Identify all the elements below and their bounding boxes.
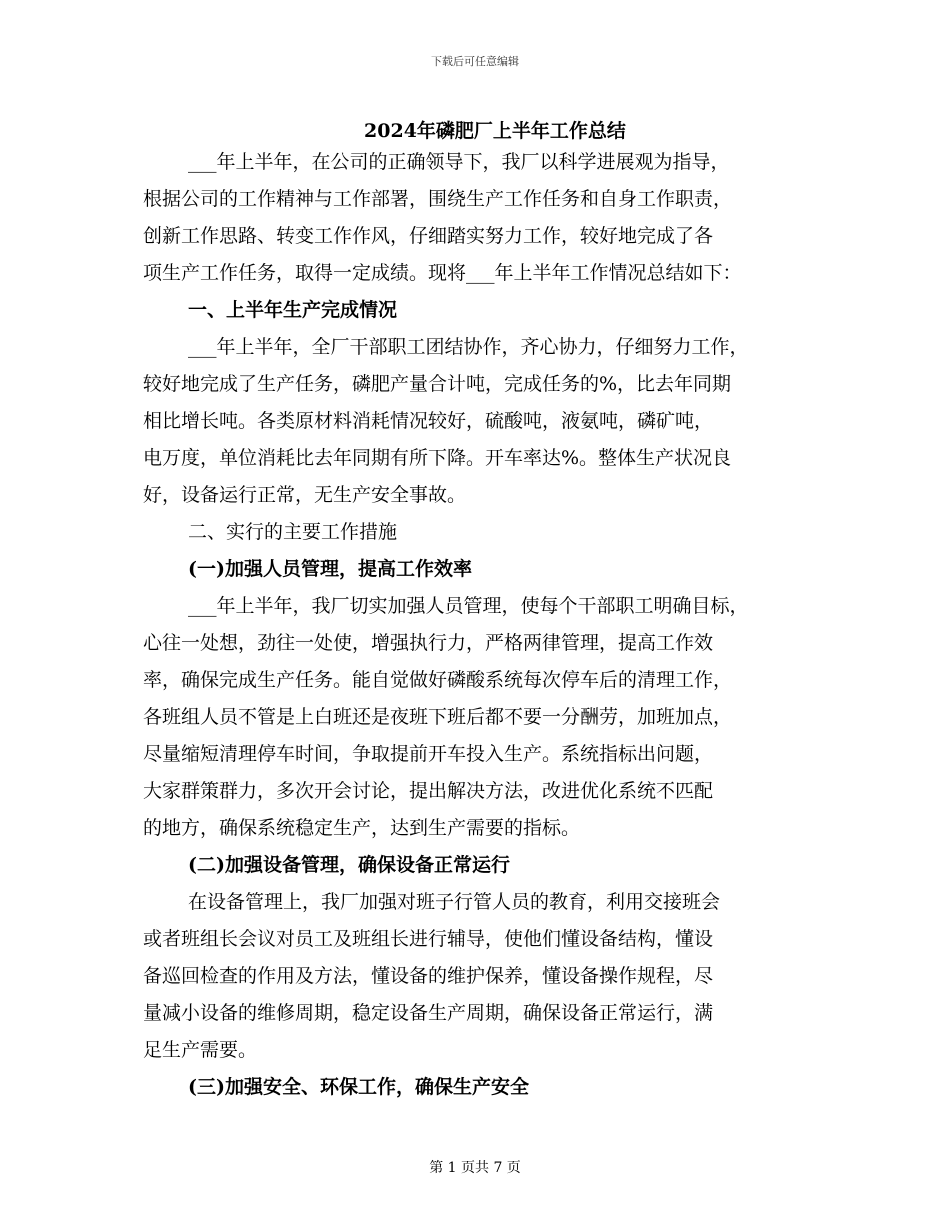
paragraph-line: 率，确保完成生产任务。能自觉做好磷酸系统每次停车后的清理工作， — [143, 669, 733, 691]
paragraph-line: 项生产工作任务，取得一定成绩。现将___年上半年工作情况总结如下： — [143, 262, 742, 284]
paragraph-line: 在设备管理上，我厂加强对班子行管人员的教育，利用交接班会 — [188, 891, 721, 913]
paragraph-line: 备巡回检查的作用及方法，懂设备的维护保养，懂设备操作规程，尽 — [143, 965, 714, 987]
paragraph-line: 相比增长吨。各类原材料消耗情况较好，硫酸吨，液氨吨，磷矿吨， — [143, 410, 714, 432]
paragraph-line: ___年上半年，全厂干部职工团结协作，齐心协力，仔细努力工作， — [188, 336, 749, 358]
paragraph-line: 创新工作思路、转变工作作风，仔细踏实努力工作，较好地完成了各 — [143, 225, 714, 247]
paragraph-line: 的地方，确保系统稳定生产，达到生产需要的指标。 — [143, 817, 581, 839]
document-title: 2024年磷肥厂上半年工作总结 — [364, 120, 626, 142]
paragraph-line: 心往一处想，劲往一处使，增强执行力，严格两律管理，提高工作效 — [143, 632, 714, 654]
paragraph-line: 或者班组长会议对员工及班组长进行辅导，使他们懂设备结构，懂设 — [143, 928, 714, 950]
page-footer: 第 1 页共 7 页 — [429, 1160, 521, 1176]
paragraph-line: ___年上半年，在公司的正确领导下，我厂以科学进展观为指导， — [188, 151, 730, 173]
paragraph-line: 足生产需要。 — [143, 1039, 258, 1061]
paragraph-line: 电万度，单位消耗比去年同期有所下降。开车率达%。整体生产状况良 — [143, 447, 732, 469]
section-heading: 一、上半年生产完成情况 — [188, 299, 398, 321]
section-heading: (二)加强设备管理，确保设备正常运行 — [188, 854, 510, 876]
paragraph-line: 二、实行的主要工作措施 — [188, 521, 398, 543]
document-body — [143, 144, 823, 1106]
paragraph-line: 大家群策群力，多次开会讨论，提出解决方法，改进优化系统不匹配 — [143, 780, 714, 802]
paragraph-line: ___年上半年，我厂切实加强人员管理，使每个干部职工明确目标， — [188, 595, 749, 617]
paragraph-line: 根据公司的工作精神与工作部署，围绕生产工作任务和自身工作职责， — [143, 188, 733, 210]
section-heading: (三)加强安全、环保工作，确保生产安全 — [188, 1076, 529, 1098]
paragraph-line: 各班组人员不管是上白班还是夜班下班后都不要一分酬劳，加班加点， — [143, 706, 733, 728]
paragraph-line: 量减小设备的维修周期，稳定设备生产周期，确保设备正常运行，满 — [143, 1002, 714, 1024]
paragraph-line: 好，设备运行正常，无生产安全事故。 — [143, 484, 467, 506]
paragraph-line: 较好地完成了生产任务，磷肥产量合计吨，完成任务的%，比去年同期 — [143, 373, 732, 395]
section-heading: (一)加强人员管理，提高工作效率 — [188, 558, 472, 580]
paragraph-line: 尽量缩短清理停车时间，争取提前开车投入生产。系统指标出问题， — [143, 743, 714, 765]
page-header: 下载后可任意编辑 — [431, 55, 519, 68]
